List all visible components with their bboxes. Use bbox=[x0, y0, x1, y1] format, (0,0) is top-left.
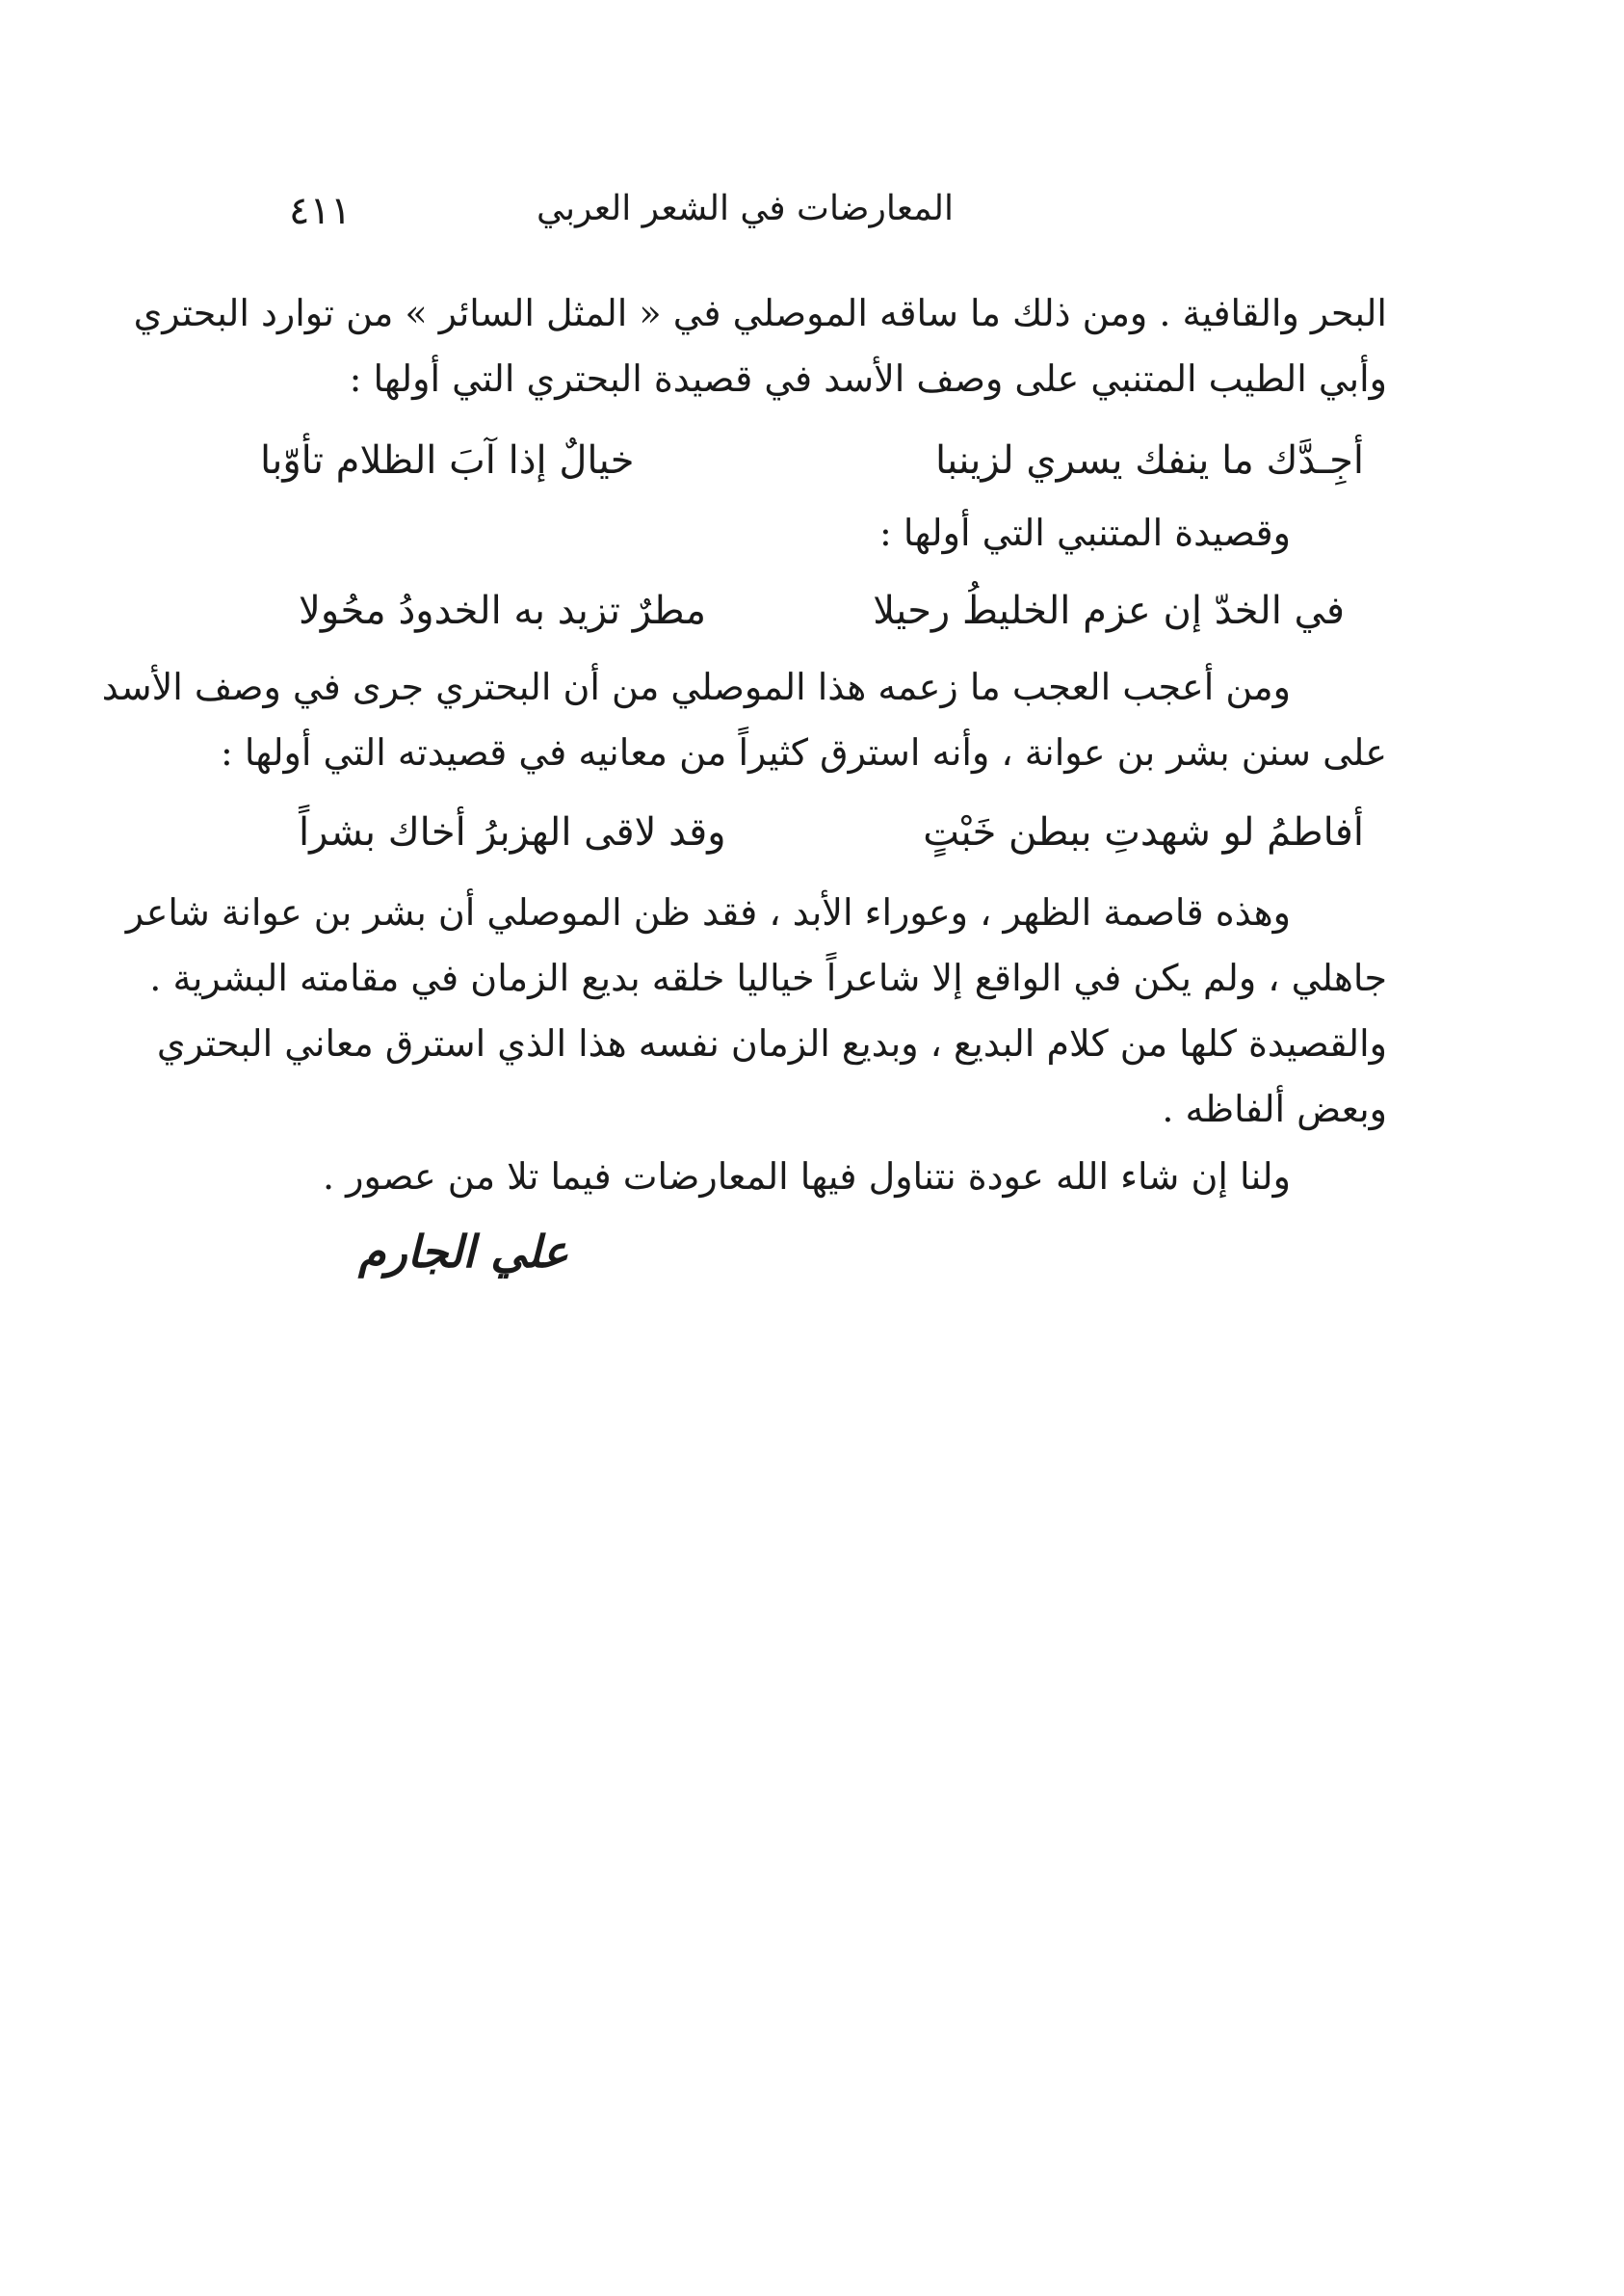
author-signature: علي الجارم bbox=[358, 1226, 569, 1278]
verse-1-second-hemistich: خيالٌ إذا آبَ الظلام تأوّبا bbox=[260, 438, 635, 483]
running-title: المعارضات في الشعر العربي bbox=[536, 189, 954, 228]
paragraph-line-3: وقصيدة المتنبي التي أولها : bbox=[879, 512, 1291, 554]
paragraph-line-1: البحر والقافية . ومن ذلك ما ساقه الموصلي في « المثل السائر » من توارد البحتري bbox=[133, 292, 1387, 334]
paragraph-line-9: وبعض ألفاظه . bbox=[1162, 1088, 1387, 1130]
verse-3-second-hemistich: وقد لاقى الهزبرُ أخاك بشراً bbox=[299, 810, 726, 855]
paragraph-line-7: جاهلي ، ولم يكن في الواقع إلا شاعراً خياليا خلقه بديع الزمان في مقامته البشرية . bbox=[149, 957, 1387, 999]
verse-1 bbox=[260, 432, 1364, 489]
page-number: ٤١١ bbox=[289, 189, 352, 233]
paragraph-line-8: والقصيدة كلها من كلام البديع ، وبديع الزمان نفسه هذا الذي استرق معاني البحتري bbox=[156, 1022, 1387, 1065]
paragraph-line-6: وهذه قاصمة الظهر ، وعوراء الأبد ، فقد ظن الموصلي أن بشر بن عوانة شاعر bbox=[125, 891, 1291, 934]
paragraph-line-10: ولنا إن شاء الله عودة نتناول فيها المعارضات فيما تلا من عصور . bbox=[322, 1155, 1291, 1198]
verse-1-first-hemistich: أجِـدَّك ما ينفك يسري لزينبا bbox=[934, 438, 1364, 483]
verse-3-first-hemistich: أفاطمُ لو شهدتِ ببطن خَبْتٍ bbox=[923, 810, 1364, 855]
verse-2 bbox=[260, 582, 1364, 640]
verse-2-first-hemistich: في الخدّ إن عزم الخليطُ رحيلا bbox=[873, 589, 1345, 633]
verse-2-second-hemistich: مطرٌ تزيد به الخدودُ محُولا bbox=[299, 589, 707, 633]
page-header bbox=[289, 189, 954, 247]
verse-3 bbox=[260, 804, 1364, 861]
paragraph-line-4: ومن أعجب العجب ما زعمه هذا الموصلي من أن البحتري جرى في وصف الأسد bbox=[101, 666, 1291, 708]
paragraph-line-5: على سنن بشر بن عوانة ، وأنه استرق كثيراً من معانيه في قصيدته التي أولها : bbox=[220, 731, 1387, 774]
paragraph-line-2: وأبي الطيب المتنبي على وصف الأسد في قصيدة البحتري التي أولها : bbox=[349, 357, 1387, 400]
